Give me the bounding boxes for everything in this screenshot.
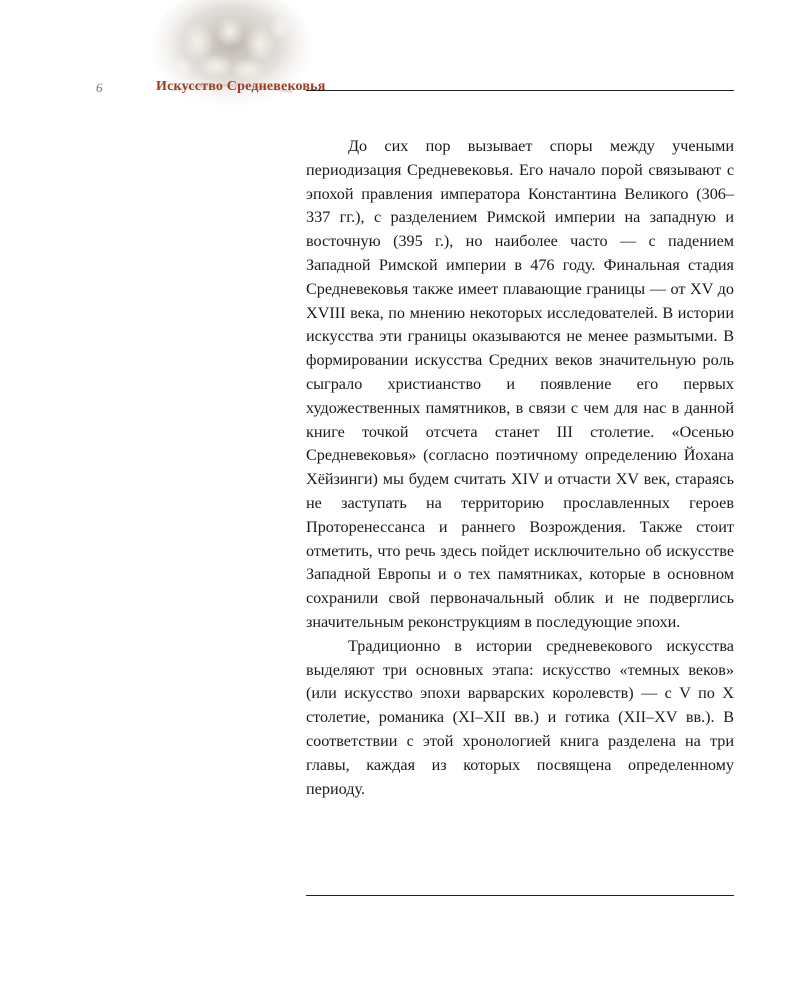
body-text (306, 135, 734, 801)
header-relief-image (152, 0, 312, 120)
page-number: 6 (96, 80, 103, 95)
footer-rule (306, 895, 734, 896)
header-rule (306, 90, 734, 91)
paragraph: Традиционно в истории средневекового искусства выделяют три основных этапа: искусство «темных веков» (или искусство эпохи варварских королевств) — с V по X столетие, романика (XI–XII вв.) и готика (XII–XV вв.). В соответствии с этой хронологией книга разделена на три главы, каждая из которых посвящена определенному периоду. (306, 636, 734, 798)
paragraph: До сих пор вызывает споры между учеными периодизация Средневековья. Его начало порой связывают с эпохой правления императора Константина Великого (306–337 гг.), с разделением Римской империи на западную и восточную (395 г.), но наиболее часто — с падением Западной Римской империи в 476 году. Финальная стадия Средневековья также имеет плавающие границы — от XV до XVIII века, по мнению некоторых исследователей. В истории искусства эти границы оказываются не менее размытыми. В формировании искусства Средних веков значительную роль сыграло христианство и появление его первых художественных памятников, в связи с чем для нас в данной книге точкой отсчета станет III столетие. «Осенью Средневековья» (согласно поэтичному определению Йохана Хёйзинги) мы будем считать XIV и отчасти XV век, стараясь не заступать на территорию прославленных героев Проторенессанса и раннего Возрождения. Также стоит отметить, что речь здесь пойдет исключительно об искусстве Западной Европы и о тех памятниках, которые в основном сохранили свой первоначальный облик и не подверглись значительным реконструкциям в последующие эпохи. (306, 137, 734, 631)
running-title: Искусство Средневековья (156, 79, 326, 94)
